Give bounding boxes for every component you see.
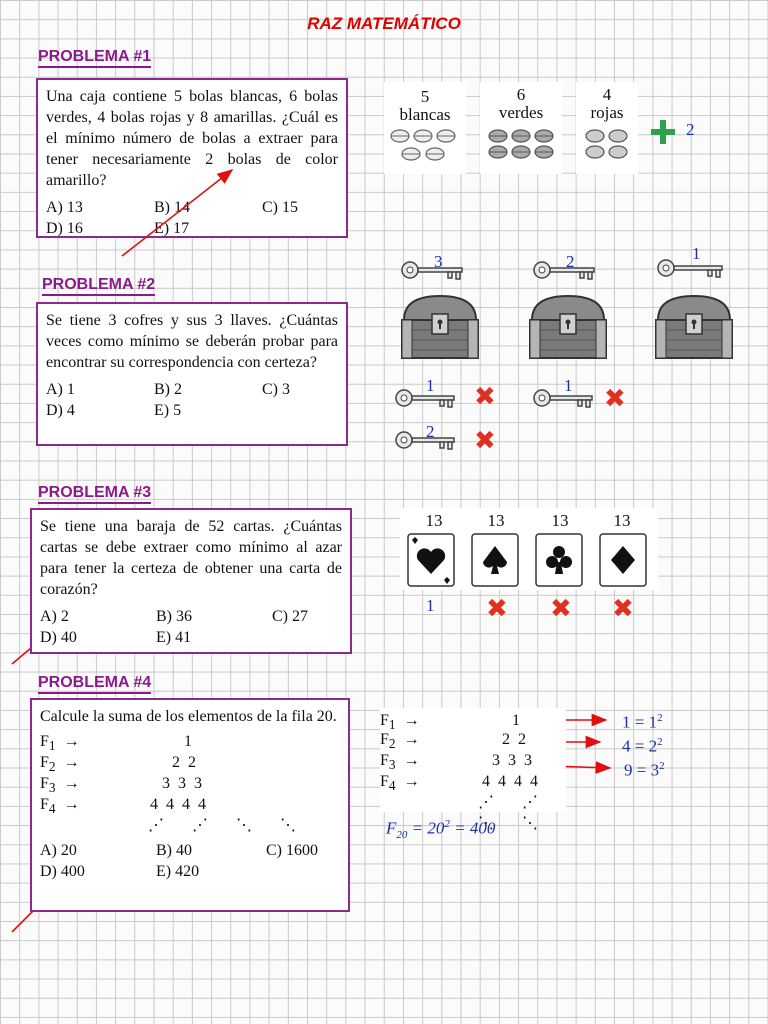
green-balls-label: verdes [498, 103, 544, 122]
card-draw-number: 1 [426, 596, 435, 615]
chest-icon [652, 292, 736, 362]
cross-icon: ✖ [474, 382, 496, 412]
option: B) 36 [156, 608, 192, 625]
triangle-row: $F_3$ → 3 3 3 [40, 775, 202, 796]
white-balls-count: 5 [420, 87, 430, 106]
key-1 [398, 254, 468, 284]
problem-2-heading: PROBLEMA #2 [42, 276, 155, 296]
plus-amount: 2 [686, 120, 695, 139]
problem-3-options [40, 606, 342, 648]
problem-1-heading: PROBLEMA #1 [38, 48, 151, 68]
triangle-row: $F_1$ → 1 [40, 733, 192, 754]
option: B) 2 [154, 381, 182, 398]
option: D) 400 [40, 863, 85, 880]
key-number: 2 [566, 252, 575, 271]
option: C) 1600 [266, 842, 318, 859]
chest-3 [652, 292, 736, 362]
option: D) 16 [46, 220, 83, 237]
cross-icon: ✖ [612, 594, 634, 624]
chest-1 [398, 292, 482, 362]
key-icon [530, 254, 600, 284]
page-title: RAZ MATEMÁTICO [307, 14, 461, 33]
option: C) 15 [262, 199, 298, 216]
key-number: 1 [692, 244, 701, 263]
option: E) 420 [156, 863, 200, 880]
problem-2-options [46, 379, 338, 421]
try-number: 1 [564, 376, 573, 395]
option: B) 14 [154, 199, 190, 216]
row-3-result: $9 = 3^2$ [624, 760, 665, 780]
problem-3-heading: PROBLEMA #3 [38, 484, 151, 504]
red-balls-label: rojas [590, 103, 624, 122]
option: A) 13 [46, 199, 83, 216]
card-count: 13 [551, 511, 569, 530]
card-count: 13 [613, 511, 631, 530]
spade-card-icon [470, 532, 522, 588]
option: A) 1 [46, 381, 75, 398]
green-balls-count: 6 [516, 85, 526, 104]
chest-icon [526, 292, 610, 362]
problem-2-box [36, 302, 348, 446]
triangle-dots: ⋰ ⋰ ⋱ ⋱ [478, 794, 550, 832]
card-count: 13 [487, 511, 505, 530]
problem-4-box [30, 698, 350, 912]
option: E) 5 [154, 402, 182, 419]
key-2 [530, 254, 600, 284]
problem-3-text: Se tiene una baraja de 52 cartas. ¿Cuántas cartas se debe extraer como mínimo al azar para tener la certeza de obtener una carta de corazón? [40, 518, 342, 598]
triangle-row: $F_1$ → 1 [380, 712, 520, 733]
option: A) 2 [40, 608, 69, 625]
cross-icon: ✖ [474, 426, 496, 456]
option: A) 20 [40, 842, 77, 859]
option: D) 40 [40, 629, 77, 646]
red-balls-count: 4 [602, 85, 612, 104]
white-balls-label: blancas [399, 105, 451, 124]
key-number: 3 [434, 252, 443, 271]
option: C) 3 [262, 381, 290, 398]
arrow-p1 [122, 170, 232, 256]
row-1-result: $1 = 1^2$ [622, 712, 663, 732]
chest-icon [398, 292, 482, 362]
key-3 [654, 254, 728, 284]
chest-2 [526, 292, 610, 362]
problem-4-text: Calcule la suma de los elementos de la fila 20. [40, 708, 337, 725]
cross-icon: ✖ [486, 594, 508, 624]
option: E) 41 [156, 629, 192, 646]
problem-2-text: Se tiene 3 cofres y sus 3 llaves. ¿Cuántas veces como mínimo se deberán probar para encontrar su correspondencia con certeza? [46, 312, 338, 371]
problem-4-heading: PROBLEMA #4 [38, 674, 151, 694]
problem-3-box [30, 508, 352, 654]
try-number: 1 [426, 376, 435, 395]
option: E) 17 [154, 220, 190, 237]
triangle-row: $F_4$ → 4 4 4 4 [380, 773, 538, 794]
option: C) 27 [272, 608, 308, 625]
problem-1-text: Una caja contiene 5 bolas blancas, 6 bolas verdes, 4 bolas rojas y 8 amarillas. ¿Cuál es el mínimo número de bolas a extraer para tener necesariamente 2 bolas de color amarillo? [46, 88, 338, 189]
club-card-icon [534, 532, 586, 588]
triangle-row: $F_2$ → 2 2 [380, 731, 526, 752]
problem-4-options [40, 840, 340, 882]
option: D) 4 [46, 402, 75, 419]
diamond-card-icon [598, 532, 650, 588]
cross-icon: ✖ [550, 594, 572, 624]
p4-final-answer: $F_{20} = 20^2 = 400$ [386, 818, 496, 842]
try-number: 2 [426, 422, 435, 441]
card-count: 13 [425, 511, 443, 530]
problem-4-triangle [40, 731, 340, 836]
triangle-dots: ⋰ ⋰ ⋱ ⋱ [148, 817, 308, 834]
triangle-row: $F_4$ → 4 4 4 4 [40, 796, 206, 817]
triangle-row: $F_3$ → 3 3 3 [380, 752, 532, 773]
option: B) 40 [156, 842, 192, 859]
cross-icon: ✖ [604, 384, 626, 414]
triangle-row: $F_2$ → 2 2 [40, 754, 196, 775]
key-icon [398, 254, 468, 284]
key-icon [654, 254, 728, 284]
heart-card-icon [406, 532, 458, 588]
row-2-result: $4 = 2^2$ [622, 736, 663, 756]
